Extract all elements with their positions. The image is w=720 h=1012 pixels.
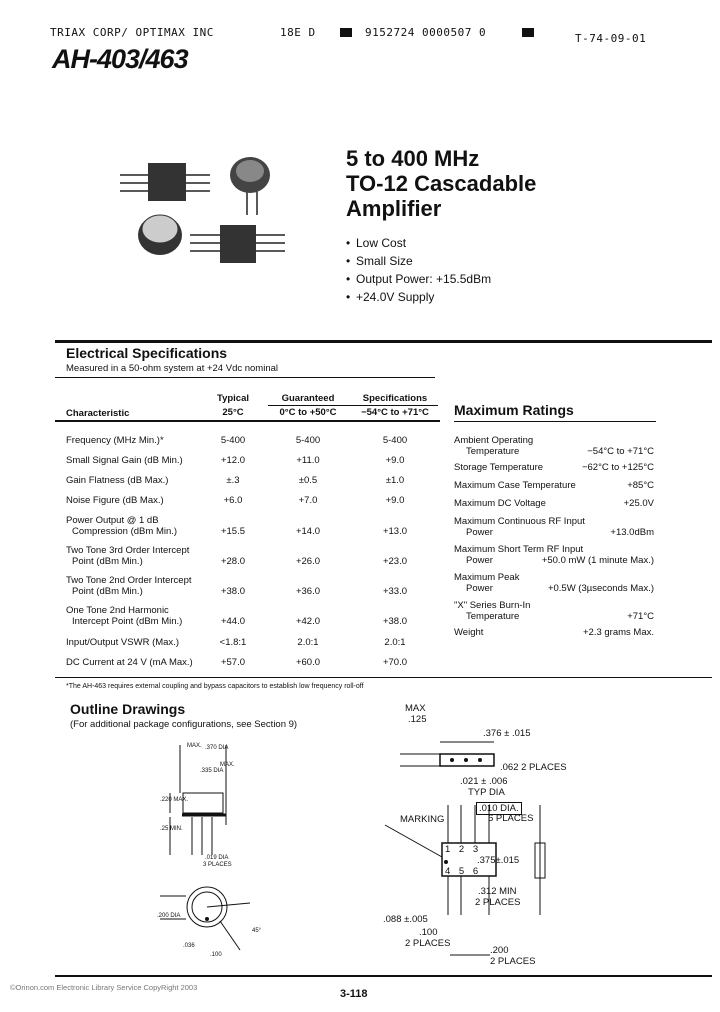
row-value: 5-400 (382, 435, 408, 446)
row-value: 2.0:1 (297, 637, 319, 648)
rating-label: Maximum DC Voltage (454, 498, 546, 509)
section-divider (55, 340, 712, 343)
rating-item (454, 627, 654, 638)
dim-label: .200 (490, 945, 509, 956)
header-code: 18E D (280, 26, 316, 39)
dim-label: .220 MAX. (160, 797, 189, 803)
dim-label: .036 (183, 943, 195, 949)
rating-label: "X" Series Burn-In (454, 600, 531, 611)
row-label: Two Tone 3rd Order Intercept (66, 545, 190, 556)
dim-label: .125 (408, 714, 427, 725)
row-value: +38.0 (220, 586, 246, 597)
row-value: +28.0 (220, 556, 246, 567)
outline-subtitle: (For additional package configurations, see Section 9) (70, 719, 298, 730)
row-value: +60.0 (295, 657, 321, 668)
dim-label: .200 DIA (157, 913, 181, 919)
row-value: +44.0 (220, 616, 246, 627)
header-ref: T-74-09-01 (575, 32, 647, 45)
row-value: +14.0 (295, 526, 321, 537)
dim-label: .100 (210, 952, 222, 958)
rating-value: +13.0dBm (610, 527, 654, 538)
row-label: Point (dBm Min.) (72, 556, 143, 567)
row-label: Power Output @ 1 dB (66, 515, 159, 526)
row-label: Compression (dBm Min.) (72, 526, 178, 537)
outline-title: Outline Drawings (70, 701, 186, 717)
barcode-mark (522, 28, 534, 37)
row-value: <1.8:1 (219, 637, 247, 648)
dim-label: MARKING (400, 814, 445, 825)
row-value: +13.0 (382, 526, 408, 537)
row-label: Gain Flatness (dB Max.) (66, 475, 169, 486)
rating-value: +0.5W (3µseconds Max.) (547, 583, 654, 594)
pin-numbers: 4 5 6 (445, 866, 482, 877)
rating-item (454, 544, 654, 566)
headline-line: Amplifier (346, 196, 442, 221)
row-value: ±.3 (226, 475, 240, 486)
feature-item: • Output Power: +15.5dBm (346, 272, 491, 290)
col-subheader: 25°C (222, 407, 244, 418)
row-value: +7.0 (298, 495, 318, 506)
rating-item (454, 572, 654, 594)
rating-item (454, 462, 654, 473)
row-value: +23.0 (382, 556, 408, 567)
feature-item: • Low Cost (346, 236, 491, 254)
dim-label: .335 DIA (200, 768, 224, 774)
product-photo (110, 145, 310, 270)
feature-item: • +24.0V Supply (346, 290, 491, 308)
rating-item (454, 516, 654, 538)
tolerance-label: .010 DIA. (476, 802, 522, 815)
row-value: 5-400 (220, 435, 246, 446)
rating-value: −62°C to +125°C (581, 462, 654, 473)
dim-label: .312 MIN (478, 886, 517, 897)
rating-label: Storage Temperature (454, 462, 544, 473)
feature-item: • Small Size (346, 254, 491, 272)
feature-list (346, 236, 491, 308)
dim-label: 6 PLACES (488, 813, 534, 824)
dim-label: .019 DIA (205, 855, 229, 861)
row-label: DC Current at 24 V (mA Max.) (66, 657, 193, 668)
row-label: Frequency (MHz Min.)* (66, 435, 164, 446)
col-header-characteristic: Characteristic (66, 408, 130, 419)
max-ratings-title: Maximum Ratings (454, 402, 574, 418)
rating-value: −54°C to +71°C (587, 446, 654, 457)
rating-value: +85°C (627, 480, 654, 491)
row-label: Intercept Point (dBm Min.) (72, 616, 183, 627)
copyright: ©Orinon.com Electronic Library Service CopyRight 2003 (10, 983, 198, 992)
rating-label: Power (466, 527, 493, 538)
rating-value: +50.0 mW (1 minute Max.) (541, 555, 654, 566)
dim-label: .375±.015 (477, 855, 520, 866)
header-barcode: 9152724 0000507 0 (365, 26, 487, 39)
row-value: +12.0 (220, 455, 246, 466)
dim-label: MAX. (187, 743, 202, 749)
company-header: TRIAX CORP/ OPTIMAX INC (50, 26, 214, 39)
rating-value: +25.0V (623, 498, 654, 509)
row-value: +6.0 (223, 495, 243, 506)
rating-value: +71°C (627, 611, 654, 622)
electrical-specs-subtitle: Measured in a 50-ohm system at +24 Vdc nominal (66, 363, 279, 374)
dim-label: 2 PLACES (475, 897, 521, 908)
dim-label: TYP DIA (468, 787, 505, 798)
row-label: Input/Output VSWR (Max.) (66, 637, 179, 648)
row-value: 2.0:1 (384, 637, 406, 648)
rating-item (454, 600, 654, 622)
dim-label: 2 PLACES (405, 938, 451, 949)
rating-label: Maximum Continuous RF Input (454, 516, 585, 527)
dim-label: 3 PLACES (203, 862, 232, 868)
footnote: *The AH-463 requires external coupling and bypass capacitors to establish low frequency roll-off (66, 683, 364, 690)
row-value: +11.0 (296, 455, 320, 466)
row-label: One Tone 2nd Harmonic (66, 605, 169, 616)
rating-label: Temperature (466, 611, 520, 622)
col-subheader: 0°C to +50°C (279, 407, 337, 418)
dim-label: .062 2 PLACES (500, 762, 567, 773)
dim-label: .376 ± .015 (483, 728, 531, 739)
rating-label: Weight (454, 627, 484, 638)
rating-label: Ambient Operating (454, 435, 534, 446)
rating-label: Maximum Case Temperature (454, 480, 576, 491)
dim-label: MAX. (220, 762, 235, 768)
dim-label: .370 DIA (205, 745, 229, 751)
rating-label: Maximum Peak (454, 572, 520, 583)
divider (55, 677, 712, 678)
rating-label: Temperature (466, 446, 520, 457)
row-value: +70.0 (382, 657, 408, 668)
electrical-specs-title: Electrical Specifications (66, 345, 228, 361)
rating-label: Maximum Short Term RF Input (454, 544, 584, 555)
row-value: 5-400 (295, 435, 321, 446)
dim-label: .25 MIN. (160, 826, 183, 832)
page-number: 3-118 (340, 988, 368, 1000)
row-label: Point (dBm Min.) (72, 586, 143, 597)
pin-numbers: 1 2 3 (445, 844, 482, 855)
row-value: +33.0 (382, 586, 408, 597)
row-label: Two Tone 2nd Order Intercept (66, 575, 192, 586)
row-value: +9.0 (385, 495, 405, 506)
rating-label: Power (466, 583, 493, 594)
dim-label: MAX (405, 703, 426, 714)
col-header: Typical (216, 393, 250, 404)
dim-label: .021 ± .006 (460, 776, 508, 787)
row-value: +36.0 (295, 586, 321, 597)
row-label: Noise Figure (dB Max.) (66, 495, 164, 506)
rating-item (454, 498, 654, 509)
divider (55, 420, 440, 422)
rating-item (454, 480, 654, 491)
rating-item (454, 435, 654, 457)
headline-line: TO-12 Cascadable (346, 171, 537, 196)
divider (268, 405, 438, 406)
col-subheader: −54°C to +71°C (361, 407, 429, 418)
divider (55, 377, 435, 378)
row-value: +9.0 (385, 455, 405, 466)
row-value: +57.0 (220, 657, 246, 668)
row-value: ±0.5 (298, 475, 318, 486)
rating-value: +2.3 grams Max. (582, 627, 654, 638)
product-headline (346, 146, 536, 221)
headline-line: 5 to 400 MHz (346, 146, 480, 171)
rating-label: Power (466, 555, 493, 566)
divider (454, 421, 656, 422)
dim-label: 45° (252, 928, 262, 934)
footer-divider (55, 975, 712, 977)
row-value: +38.0 (382, 616, 408, 627)
row-value: +42.0 (295, 616, 321, 627)
col-header: Guaranteed (281, 393, 335, 404)
col-header: Specifications (362, 393, 428, 404)
page-title: AH-403/463 (52, 44, 188, 74)
row-label: Small Signal Gain (dB Min.) (66, 455, 183, 466)
row-value: ±1.0 (385, 475, 405, 486)
flatpack-outline-drawing (380, 700, 580, 970)
dim-label: .100 (419, 927, 438, 938)
barcode-mark (340, 28, 352, 37)
dim-label: 2 PLACES (490, 956, 536, 967)
dim-label: .088 ±.005 (383, 914, 428, 925)
row-value: +26.0 (295, 556, 321, 567)
row-value: +15.5 (220, 526, 246, 537)
